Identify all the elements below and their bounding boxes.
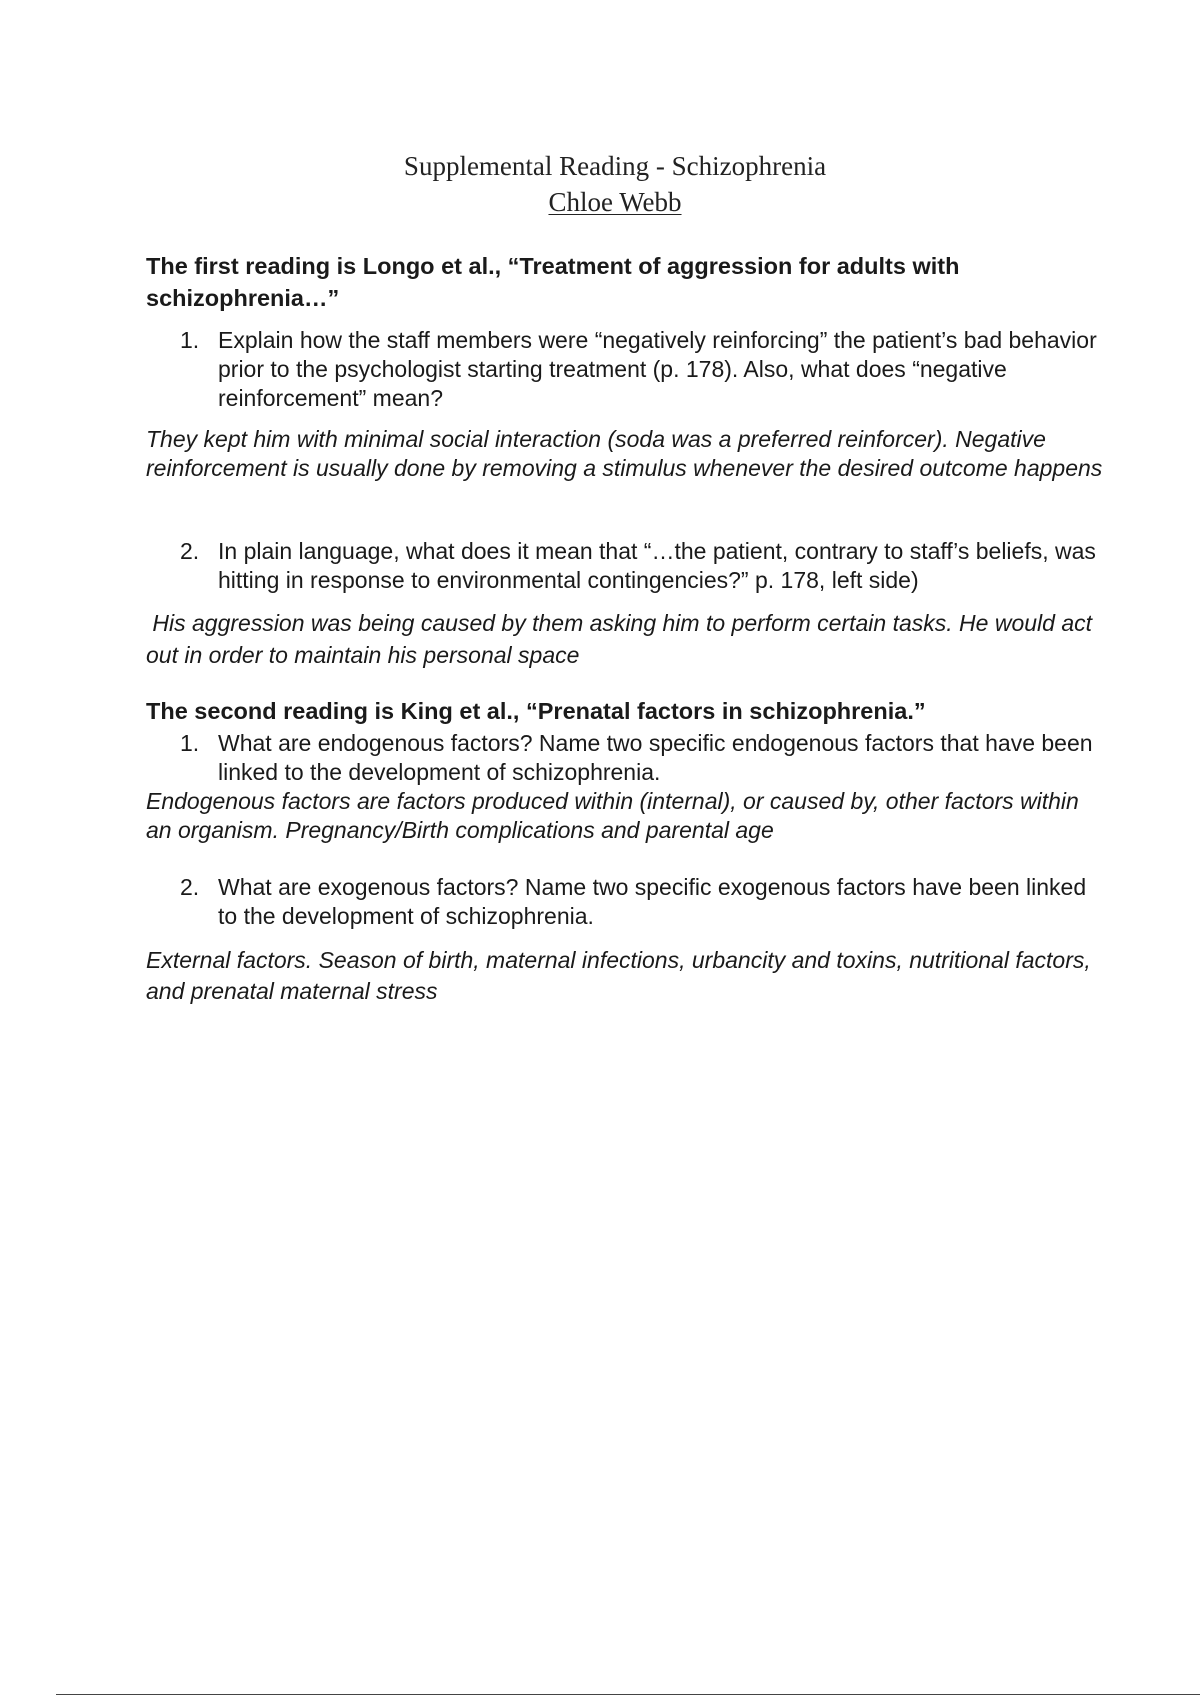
document-author: Chloe Webb: [548, 187, 682, 217]
question-number: 2.: [180, 874, 200, 900]
document-title: Supplemental Reading - Schizophrenia: [403, 151, 827, 181]
answer-1-1: They kept him with minimal social interaction (soda was a preferred reinforcer). Negative reinforcement is usually done by removing a stimulus whenever the desired outcome happens: [146, 426, 1103, 481]
answer-1-2: His aggression was being caused by them asking him to perform certain tasks. He would act out in order to maintain his personal space: [146, 610, 1099, 668]
document-header: [0, 148, 1200, 220]
question-number: 2.: [180, 538, 200, 564]
section-heading-2: The second reading is King et al., “Prenatal factors in schizophrenia.”: [146, 698, 926, 724]
question-1-2: [146, 537, 1106, 595]
question-text: In plain language, what does it mean that “…the patient, contrary to staff’s beliefs, was hitting in response to environmental contingencies?” p. 178, left side): [218, 538, 1096, 593]
footer-divider: [56, 1694, 1200, 1695]
question-number: 1.: [180, 730, 200, 756]
question-2-1: [146, 729, 1106, 787]
document-body: [146, 250, 1106, 1007]
section-heading-1: The first reading is Longo et al., “Treatment of aggression for adults with schizophrenia…”: [146, 253, 960, 311]
answer-2-2: External factors. Season of birth, maternal infections, urbancity and toxins, nutritional factors, and prenatal maternal stress: [146, 947, 1091, 1004]
question-text: What are exogenous factors? Name two specific exogenous factors have been linked to the development of schizophrenia.: [218, 874, 1087, 929]
answer-2-1: Endogenous factors are factors produced within (internal), or caused by, other factors within an organism. Pregnancy/Birth complications and parental age: [146, 788, 1079, 843]
question-text: Explain how the staff members were “negatively reinforcing” the patient’s bad behavior prior to the psychologist starting treatment (p. 178). Also, what does “negative reinforcement” mean?: [218, 327, 1097, 411]
question-1-1: [146, 326, 1106, 413]
question-number: 1.: [180, 327, 200, 353]
question-2-2: [146, 873, 1106, 931]
question-text: What are endogenous factors? Name two specific endogenous factors that have been linked to the development of schizophrenia.: [218, 730, 1093, 785]
